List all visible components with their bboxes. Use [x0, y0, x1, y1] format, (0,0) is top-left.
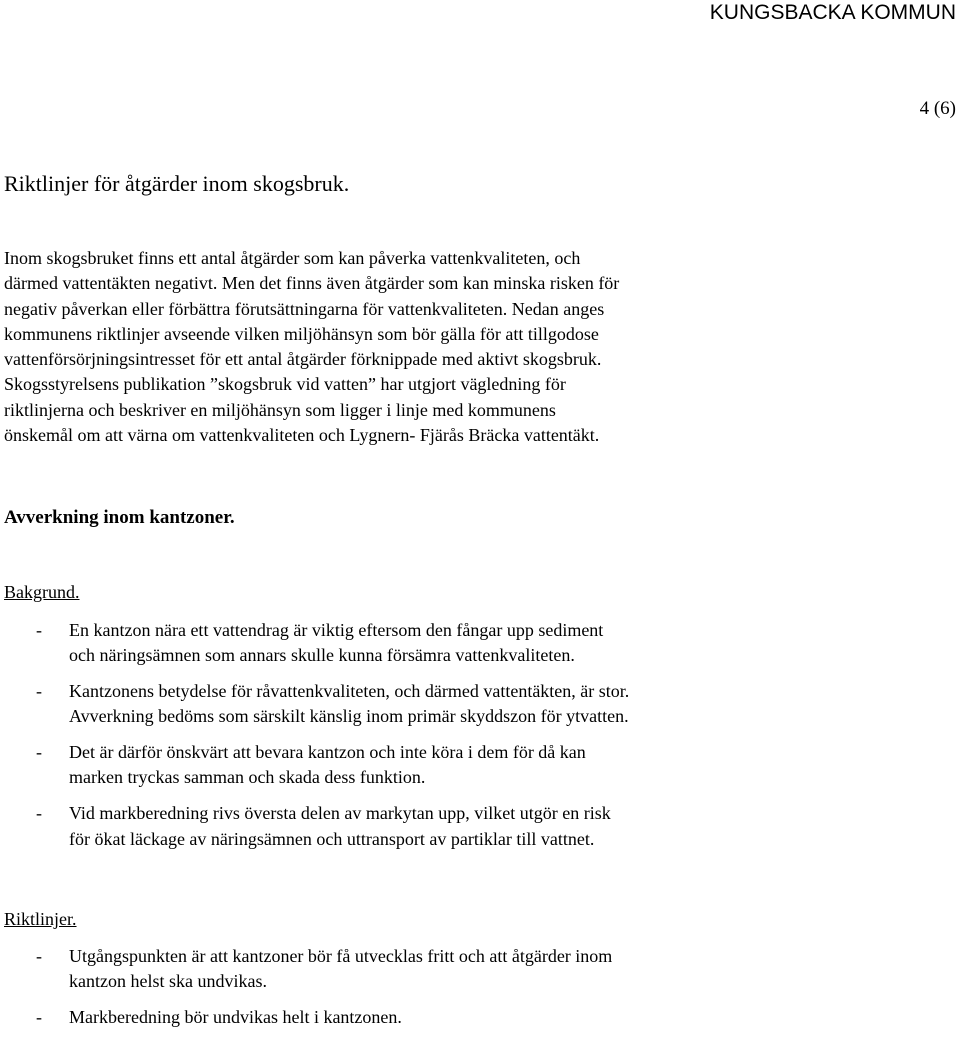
document-title: Riktlinjer för åtgärder inom skogsbruk. [4, 171, 350, 196]
section-heading: Avverkning inom kantzoner. [4, 507, 235, 528]
bakgrund-list [4, 618, 944, 862]
intro-line: kommunens riktlinjer avseende vilken miljöhänsyn som bör gälla för att tillgodose [4, 323, 599, 344]
list-item [4, 740, 944, 791]
list-item [4, 679, 944, 730]
intro-line: Skogsstyrelsens publikation ”skogsbruk vid vatten” har utgjort vägledning för [4, 374, 566, 395]
list-item-line: Markberedning bör undvikas helt i kantzonen. [69, 1007, 402, 1028]
list-item-line: En kantzon nära ett vattendrag är viktig eftersom den fångar upp sediment [69, 620, 604, 640]
riktlinjer-heading: Riktlinjer. [4, 909, 77, 929]
dash-bullet: - [36, 946, 42, 966]
dash-bullet: - [36, 1007, 42, 1028]
list-item-line: Avverkning bedöms som särskilt känslig inom primär skyddszon för ytvatten. [69, 706, 629, 727]
dash-bullet: - [36, 742, 42, 763]
list-item-line: Utgångspunkten är att kantzoner bör få utvecklas fritt och att åtgärder inom [69, 946, 613, 966]
intro-line: därmed vattentäkten negativt. Men det finns även åtgärder som kan minska risken för [4, 273, 620, 294]
list-item-line: Det är därför önskvärt att bevara kantzon och inte köra i dem för då kan [69, 742, 586, 763]
intro-line: riktlinjerna och beskriver en miljöhänsyn som ligger i linje med kommunens [4, 399, 556, 420]
list-item [4, 801, 944, 852]
dash-bullet: - [36, 803, 42, 824]
intro-paragraph [4, 246, 944, 448]
list-item [4, 618, 944, 669]
intro-line: negativ påverkan eller förbättra förutsättningarna för vattenkvaliteten. Nedan anges [4, 298, 605, 319]
list-item [4, 1005, 944, 1030]
list-item-line: Kantzonens betydelse för råvattenkvaliteten, och därmed vattentäkten, är stor. [69, 681, 630, 702]
list-item-line: Vid markberedning rivs översta delen av markytan upp, vilket utgör en risk [69, 803, 611, 824]
list-item [4, 944, 944, 995]
list-item-line: och näringsämnen som annars skulle kunna försämra vattenkvaliteten. [69, 645, 575, 666]
list-item-line: marken tryckas samman och skada dess funktion. [69, 767, 426, 788]
organization-header: KUNGSBACKA KOMMUN [709, 1, 956, 24]
list-item-line: kantzon helst ska undvikas. [69, 971, 267, 992]
dash-bullet: - [36, 620, 42, 640]
intro-line: Inom skogsbruket finns ett antal åtgärder som kan påverka vattenkvaliteten, och [4, 248, 581, 268]
list-item-line: för ökat läckage av näringsämnen och uttransport av partiklar till vattnet. [69, 828, 595, 849]
riktlinjer-list [4, 944, 944, 1041]
bakgrund-heading: Bakgrund. [4, 582, 80, 602]
dash-bullet: - [36, 681, 42, 702]
page-number: 4 (6) [919, 98, 956, 119]
intro-line: vattenförsörjningsintresset för ett antal åtgärder förknippade med aktivt skogsbruk. [4, 349, 602, 370]
intro-line: önskemål om att värna om vattenkvaliteten och Lygnern- Fjärås Bräcka vattentäkt. [4, 425, 600, 446]
